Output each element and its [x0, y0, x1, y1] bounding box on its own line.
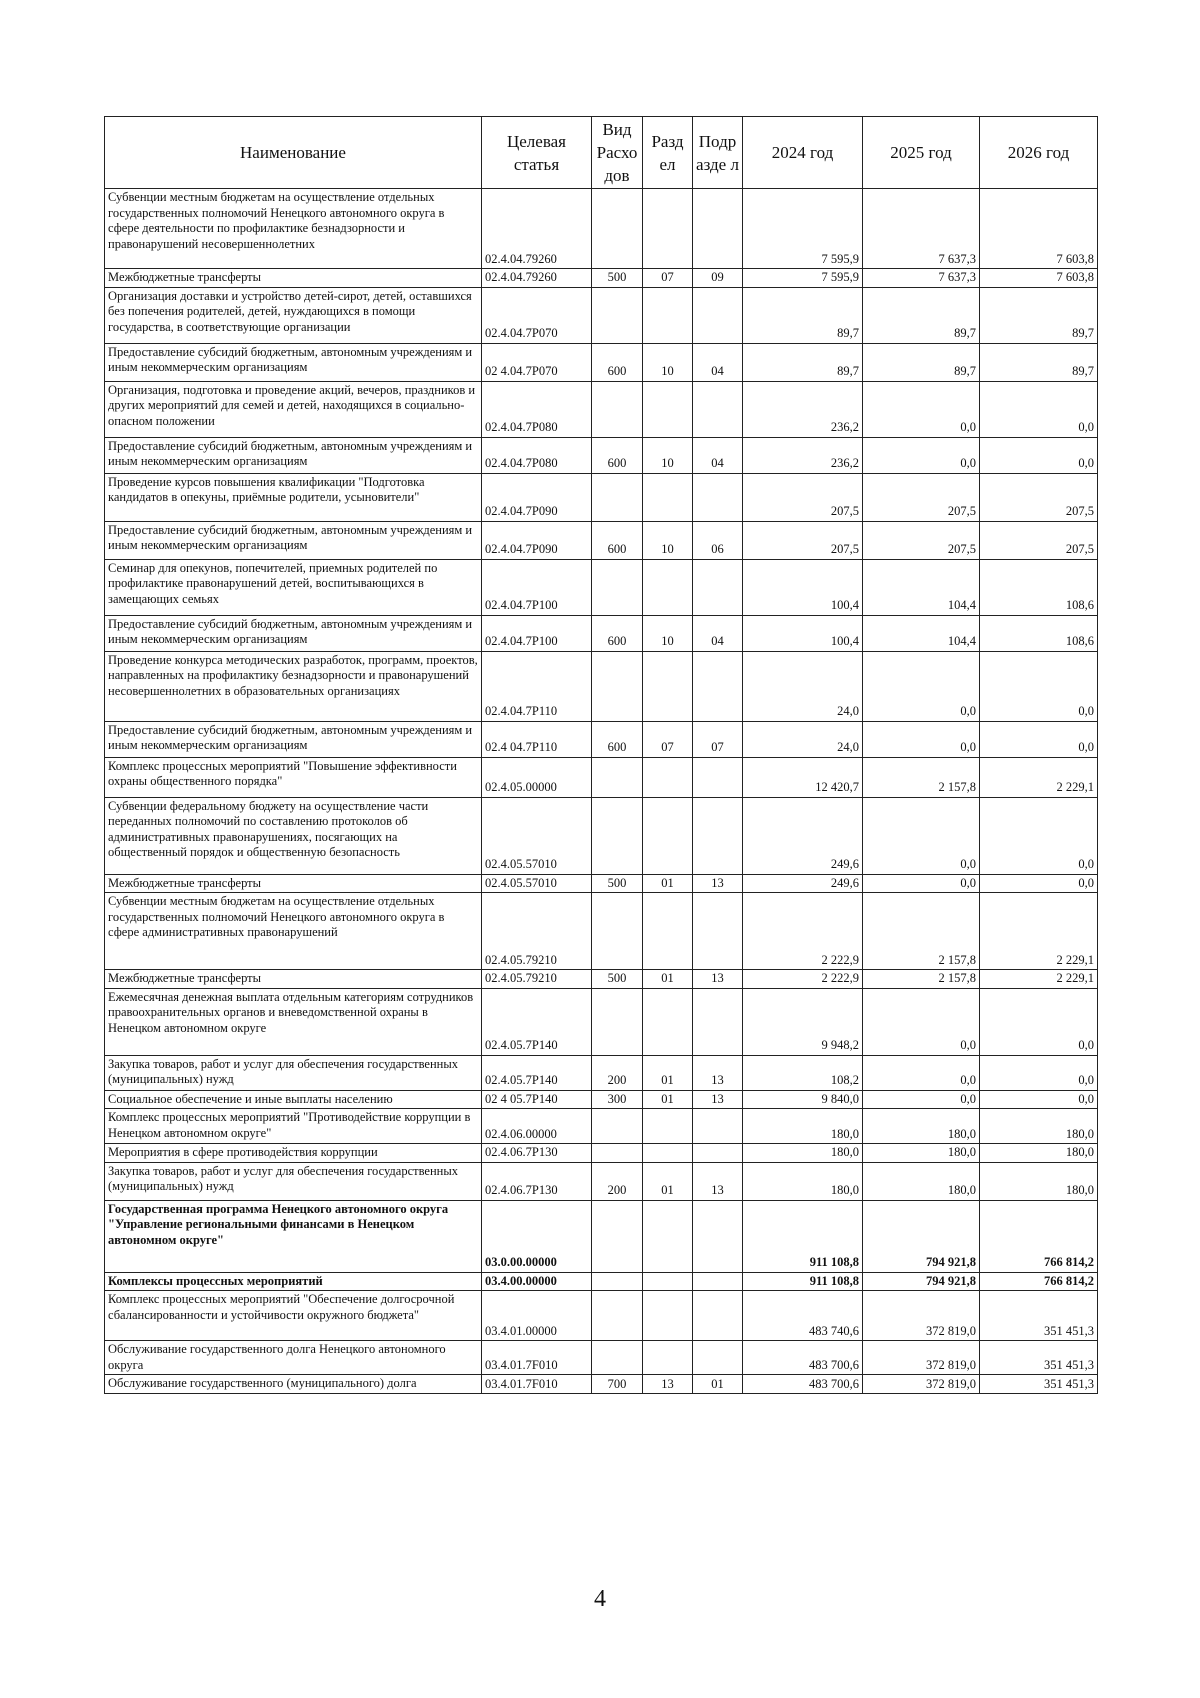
cell-2024: 89,7 — [743, 287, 863, 343]
cell-name: Ежемесячная денежная выплата отдельным категориям сотрудников правоохранительных органов и вневедомственной охраны в Ненецком автономном округе — [105, 988, 482, 1055]
cell-section: 01 — [643, 1055, 693, 1090]
cell-2025: 7 637,3 — [863, 189, 980, 269]
cell-name: Закупка товаров, работ и услуг для обеспечения государственных (муниципальных) нужд — [105, 1055, 482, 1090]
budget-table — [104, 116, 1098, 1394]
cell-article: 02.4.04.7Р070 — [482, 287, 592, 343]
cell-type: 500 — [592, 970, 643, 989]
cell-2025: 180,0 — [863, 1144, 980, 1163]
cell-name: Обслуживание государственного долга Ненецкого автономного округа — [105, 1341, 482, 1375]
cell-2024: 236,2 — [743, 381, 863, 437]
cell-2026: 7 603,8 — [980, 269, 1098, 288]
cell-article: 03.0.00.00000 — [482, 1200, 592, 1272]
cell-article: 03.4.01.7F010 — [482, 1375, 592, 1394]
table-body — [105, 189, 1098, 1394]
table-row — [105, 1055, 1098, 1090]
cell-type — [592, 1200, 643, 1272]
cell-subsection: 06 — [693, 521, 743, 559]
cell-2026: 0,0 — [980, 381, 1098, 437]
cell-subsection: 07 — [693, 721, 743, 757]
cell-type: 600 — [592, 721, 643, 757]
cell-2024: 180,0 — [743, 1109, 863, 1144]
cell-article: 03.4.01.7F010 — [482, 1341, 592, 1375]
table-row — [105, 343, 1098, 381]
cell-section — [643, 287, 693, 343]
cell-section — [643, 473, 693, 521]
cell-type: 600 — [592, 521, 643, 559]
cell-2026: 0,0 — [980, 1055, 1098, 1090]
header-2025: 2025 год — [863, 117, 980, 189]
cell-section — [643, 651, 693, 721]
cell-2024: 483 700,6 — [743, 1341, 863, 1375]
cell-2024: 24,0 — [743, 651, 863, 721]
cell-2025: 104,4 — [863, 615, 980, 651]
cell-article: 02.4.05.79210 — [482, 893, 592, 970]
cell-type: 500 — [592, 874, 643, 893]
cell-type — [592, 473, 643, 521]
table-row — [105, 1341, 1098, 1375]
cell-2024: 2 222,9 — [743, 893, 863, 970]
table-row — [105, 893, 1098, 970]
cell-2025: 207,5 — [863, 473, 980, 521]
cell-2024: 207,5 — [743, 521, 863, 559]
cell-subsection — [693, 381, 743, 437]
cell-name: Предоставление субсидий бюджетным, автономным учреждениям и иным некоммерческим организациям — [105, 343, 482, 381]
table-row — [105, 381, 1098, 437]
cell-2024: 100,4 — [743, 615, 863, 651]
cell-article: 02.4.05.7Р140 — [482, 1055, 592, 1090]
cell-2026: 0,0 — [980, 1090, 1098, 1109]
cell-subsection: 01 — [693, 1375, 743, 1394]
cell-section — [643, 1272, 693, 1291]
cell-article: 02.4.04.7Р090 — [482, 473, 592, 521]
cell-2025: 2 157,8 — [863, 893, 980, 970]
cell-article: 02.4.05.7Р140 — [482, 988, 592, 1055]
cell-article: 02.4.05.57010 — [482, 874, 592, 893]
cell-section — [643, 757, 693, 797]
cell-2026: 108,6 — [980, 559, 1098, 615]
cell-2024: 12 420,7 — [743, 757, 863, 797]
header-name: Наименование — [105, 117, 482, 189]
cell-article: 02.4.06.7Р130 — [482, 1162, 592, 1200]
cell-name: Предоставление субсидий бюджетным, автономным учреждениям и иным некоммерческим организациям — [105, 615, 482, 651]
table-row — [105, 287, 1098, 343]
cell-section: 01 — [643, 874, 693, 893]
cell-2025: 0,0 — [863, 381, 980, 437]
cell-2025: 2 157,8 — [863, 970, 980, 989]
cell-2024: 483 740,6 — [743, 1291, 863, 1341]
table-row — [105, 1200, 1098, 1272]
cell-article: 02.4.04.7Р080 — [482, 437, 592, 473]
cell-article: 02.4.04.79260 — [482, 189, 592, 269]
cell-section: 10 — [643, 615, 693, 651]
cell-article: 02.4.04.7Р110 — [482, 651, 592, 721]
cell-2026: 2 229,1 — [980, 970, 1098, 989]
cell-type: 700 — [592, 1375, 643, 1394]
cell-type: 300 — [592, 1090, 643, 1109]
cell-name: Субвенции местным бюджетам на осуществление отдельных государственных полномочий Ненецкого автономного округа в сфере деятельности по профилактике безнадзорности и правонарушений несовершеннолетних — [105, 189, 482, 269]
cell-2025: 89,7 — [863, 287, 980, 343]
cell-subsection — [693, 189, 743, 269]
table-row — [105, 970, 1098, 989]
table-row — [105, 437, 1098, 473]
cell-subsection — [693, 988, 743, 1055]
cell-2024: 249,6 — [743, 797, 863, 874]
cell-subsection: 04 — [693, 343, 743, 381]
cell-2026: 2 229,1 — [980, 893, 1098, 970]
cell-type: 200 — [592, 1055, 643, 1090]
cell-2025: 180,0 — [863, 1109, 980, 1144]
cell-type — [592, 893, 643, 970]
table-row — [105, 1109, 1098, 1144]
cell-section — [643, 189, 693, 269]
cell-section — [643, 1144, 693, 1163]
cell-2024: 483 700,6 — [743, 1375, 863, 1394]
cell-type — [592, 797, 643, 874]
cell-article: 02.4.05.00000 — [482, 757, 592, 797]
cell-section: 07 — [643, 269, 693, 288]
cell-section — [643, 988, 693, 1055]
cell-subsection: 13 — [693, 1090, 743, 1109]
table-row — [105, 797, 1098, 874]
cell-2025: 372 819,0 — [863, 1291, 980, 1341]
cell-2026: 180,0 — [980, 1109, 1098, 1144]
cell-type — [592, 1291, 643, 1341]
cell-2024: 236,2 — [743, 437, 863, 473]
cell-type — [592, 1272, 643, 1291]
cell-article: 02.4.04.7Р090 — [482, 521, 592, 559]
cell-2026: 108,6 — [980, 615, 1098, 651]
table-row — [105, 1144, 1098, 1163]
cell-type — [592, 381, 643, 437]
header-type: Вид Расхо дов — [592, 117, 643, 189]
cell-2026: 2 229,1 — [980, 757, 1098, 797]
cell-name: Предоставление субсидий бюджетным, автономным учреждениям и иным некоммерческим организациям — [105, 437, 482, 473]
table-row — [105, 1291, 1098, 1341]
cell-2024: 100,4 — [743, 559, 863, 615]
cell-subsection — [693, 757, 743, 797]
cell-article: 02.4.04.7Р100 — [482, 615, 592, 651]
cell-subsection — [693, 797, 743, 874]
table-row — [105, 988, 1098, 1055]
cell-subsection — [693, 1144, 743, 1163]
cell-subsection: 13 — [693, 1055, 743, 1090]
cell-article: 02.4.04.79260 — [482, 269, 592, 288]
cell-2026: 180,0 — [980, 1144, 1098, 1163]
cell-subsection — [693, 473, 743, 521]
table-row — [105, 269, 1098, 288]
cell-2024: 180,0 — [743, 1144, 863, 1163]
table-row — [105, 1090, 1098, 1109]
cell-2026: 180,0 — [980, 1162, 1098, 1200]
table-row — [105, 615, 1098, 651]
cell-2025: 372 819,0 — [863, 1341, 980, 1375]
cell-2024: 249,6 — [743, 874, 863, 893]
cell-name: Межбюджетные трансферты — [105, 970, 482, 989]
cell-section: 10 — [643, 521, 693, 559]
cell-2026: 0,0 — [980, 874, 1098, 893]
cell-section — [643, 1341, 693, 1375]
cell-section: 01 — [643, 1162, 693, 1200]
header-2026: 2026 год — [980, 117, 1098, 189]
cell-name: Комплекс процессных мероприятий "Противодействие коррупции в Ненецком автономном округе" — [105, 1109, 482, 1144]
cell-article: 02.4.04.7Р080 — [482, 381, 592, 437]
cell-article: 02.4 04.7Р110 — [482, 721, 592, 757]
cell-section: 10 — [643, 343, 693, 381]
cell-2024: 9 948,2 — [743, 988, 863, 1055]
cell-2026: 766 814,2 — [980, 1272, 1098, 1291]
cell-2025: 207,5 — [863, 521, 980, 559]
cell-name: Комплекс процессных мероприятий "Обеспечение долгосрочной сбалансированности и устойчивости окружного бюджета" — [105, 1291, 482, 1341]
cell-article: 02.4.05.57010 — [482, 797, 592, 874]
cell-2025: 794 921,8 — [863, 1272, 980, 1291]
cell-section: 01 — [643, 970, 693, 989]
cell-2026: 89,7 — [980, 287, 1098, 343]
cell-article: 02.4.04.7Р100 — [482, 559, 592, 615]
table-row — [105, 521, 1098, 559]
cell-2024: 24,0 — [743, 721, 863, 757]
header-subsection: Подр азде л — [693, 117, 743, 189]
cell-article: 02 4.04.7Р070 — [482, 343, 592, 381]
cell-type — [592, 651, 643, 721]
cell-type: 600 — [592, 343, 643, 381]
cell-2025: 0,0 — [863, 437, 980, 473]
cell-subsection — [693, 1109, 743, 1144]
cell-2025: 0,0 — [863, 988, 980, 1055]
cell-name: Семинар для опекунов, попечителей, приемных родителей по профилактике правонарушений детей, воспитывающихся в замещающих семьях — [105, 559, 482, 615]
cell-subsection: 13 — [693, 1162, 743, 1200]
table-row — [105, 1162, 1098, 1200]
page-number: 4 — [594, 1586, 606, 1612]
cell-subsection — [693, 1272, 743, 1291]
cell-section: 10 — [643, 437, 693, 473]
cell-subsection — [693, 651, 743, 721]
table-row — [105, 874, 1098, 893]
cell-name: Проведение курсов повышения квалификации "Подготовка кандидатов в опекуны, приёмные родители, усыновители" — [105, 473, 482, 521]
cell-2025: 7 637,3 — [863, 269, 980, 288]
cell-name: Организация, подготовка и проведение акций, вечеров, праздников и других мероприятий для семей и детей, находящихся в социально-опасном положении — [105, 381, 482, 437]
cell-section — [643, 893, 693, 970]
cell-article: 02 4 05.7Р140 — [482, 1090, 592, 1109]
cell-section — [643, 1200, 693, 1272]
cell-type — [592, 559, 643, 615]
cell-type — [592, 757, 643, 797]
cell-name: Межбюджетные трансферты — [105, 269, 482, 288]
cell-type — [592, 988, 643, 1055]
header-2024: 2024 год — [743, 117, 863, 189]
cell-2025: 0,0 — [863, 651, 980, 721]
cell-name: Комплексы процессных мероприятий — [105, 1272, 482, 1291]
cell-2026: 766 814,2 — [980, 1200, 1098, 1272]
cell-2024: 7 595,9 — [743, 269, 863, 288]
cell-subsection: 09 — [693, 269, 743, 288]
cell-name: Субвенции федеральному бюджету на осуществление части переданных полномочий по составлению протоколов об административных правонарушениях, посягающих на общественный порядок и общественную безопасность — [105, 797, 482, 874]
cell-type: 200 — [592, 1162, 643, 1200]
cell-section — [643, 1291, 693, 1341]
cell-2024: 89,7 — [743, 343, 863, 381]
cell-2024: 7 595,9 — [743, 189, 863, 269]
header-section: Разд ел — [643, 117, 693, 189]
cell-type — [592, 189, 643, 269]
cell-2025: 0,0 — [863, 1090, 980, 1109]
cell-section: 07 — [643, 721, 693, 757]
cell-name: Комплекс процессных мероприятий "Повышение эффективности охраны общественного порядка" — [105, 757, 482, 797]
cell-2026: 207,5 — [980, 473, 1098, 521]
header-row — [105, 117, 1098, 189]
cell-subsection — [693, 1291, 743, 1341]
cell-subsection — [693, 559, 743, 615]
cell-2025: 180,0 — [863, 1162, 980, 1200]
cell-2025: 372 819,0 — [863, 1375, 980, 1394]
cell-name: Обслуживание государственного (муниципального) долга — [105, 1375, 482, 1394]
cell-type: 600 — [592, 437, 643, 473]
cell-article: 02.4.06.7Р130 — [482, 1144, 592, 1163]
cell-name: Социальное обеспечение и иные выплаты населению — [105, 1090, 482, 1109]
cell-type — [592, 1109, 643, 1144]
cell-2025: 2 157,8 — [863, 757, 980, 797]
cell-2024: 911 108,8 — [743, 1200, 863, 1272]
cell-2025: 0,0 — [863, 797, 980, 874]
cell-2026: 89,7 — [980, 343, 1098, 381]
cell-article: 02.4.06.00000 — [482, 1109, 592, 1144]
cell-2026: 0,0 — [980, 437, 1098, 473]
table-row — [105, 721, 1098, 757]
table-row — [105, 757, 1098, 797]
cell-article: 02.4.05.79210 — [482, 970, 592, 989]
cell-2024: 2 222,9 — [743, 970, 863, 989]
cell-subsection — [693, 1341, 743, 1375]
table-row — [105, 651, 1098, 721]
cell-2026: 7 603,8 — [980, 189, 1098, 269]
cell-name: Субвенции местным бюджетам на осуществление отдельных государственных полномочий Ненецкого автономного округа в сфере административных правонарушений — [105, 893, 482, 970]
header-article: Целевая статья — [482, 117, 592, 189]
cell-name: Проведение конкурса методических разработок, программ, проектов, направленных на профилактику безнадзорности и правонарушений несовершеннолетних в образовательных организациях — [105, 651, 482, 721]
table-row — [105, 473, 1098, 521]
cell-subsection: 13 — [693, 874, 743, 893]
cell-name: Государственная программа Ненецкого автономного округа "Управление региональными финансами в Ненецком автономном округе" — [105, 1200, 482, 1272]
cell-type: 600 — [592, 615, 643, 651]
cell-2026: 351 451,3 — [980, 1291, 1098, 1341]
cell-type — [592, 1341, 643, 1375]
cell-type: 500 — [592, 269, 643, 288]
cell-subsection: 04 — [693, 437, 743, 473]
cell-2025: 0,0 — [863, 1055, 980, 1090]
cell-2026: 351 451,3 — [980, 1341, 1098, 1375]
cell-article: 03.4.00.00000 — [482, 1272, 592, 1291]
cell-2024: 9 840,0 — [743, 1090, 863, 1109]
cell-2026: 0,0 — [980, 721, 1098, 757]
cell-2025: 89,7 — [863, 343, 980, 381]
cell-2026: 207,5 — [980, 521, 1098, 559]
cell-2024: 180,0 — [743, 1162, 863, 1200]
cell-subsection — [693, 1200, 743, 1272]
cell-2026: 0,0 — [980, 797, 1098, 874]
cell-type — [592, 1144, 643, 1163]
cell-2024: 108,2 — [743, 1055, 863, 1090]
cell-2024: 207,5 — [743, 473, 863, 521]
cell-name: Предоставление субсидий бюджетным, автономным учреждениям и иным некоммерческим организациям — [105, 721, 482, 757]
cell-article: 03.4.01.00000 — [482, 1291, 592, 1341]
cell-2025: 794 921,8 — [863, 1200, 980, 1272]
cell-section — [643, 1109, 693, 1144]
cell-2026: 0,0 — [980, 988, 1098, 1055]
cell-2026: 351 451,3 — [980, 1375, 1098, 1394]
cell-section: 01 — [643, 1090, 693, 1109]
cell-subsection — [693, 893, 743, 970]
cell-2024: 911 108,8 — [743, 1272, 863, 1291]
cell-subsection — [693, 287, 743, 343]
table-row — [105, 189, 1098, 269]
cell-2025: 104,4 — [863, 559, 980, 615]
cell-name: Межбюджетные трансферты — [105, 874, 482, 893]
cell-section — [643, 559, 693, 615]
cell-type — [592, 287, 643, 343]
cell-section — [643, 381, 693, 437]
cell-subsection: 04 — [693, 615, 743, 651]
table-row — [105, 1272, 1098, 1291]
cell-2026: 0,0 — [980, 651, 1098, 721]
cell-2025: 0,0 — [863, 721, 980, 757]
cell-section — [643, 797, 693, 874]
cell-name: Предоставление субсидий бюджетным, автономным учреждениям и иным некоммерческим организациям — [105, 521, 482, 559]
cell-name: Закупка товаров, работ и услуг для обеспечения государственных (муниципальных) нужд — [105, 1162, 482, 1200]
cell-section: 13 — [643, 1375, 693, 1394]
cell-name: Мероприятия в сфере противодействия коррупции — [105, 1144, 482, 1163]
table-row — [105, 559, 1098, 615]
table-row — [105, 1375, 1098, 1394]
cell-2025: 0,0 — [863, 874, 980, 893]
cell-name: Организация доставки и устройство детей-сирот, детей, оставшихся без попечения родителей, детей, нуждающихся в помощи государства, в соответствующие организации — [105, 287, 482, 343]
cell-subsection: 13 — [693, 970, 743, 989]
